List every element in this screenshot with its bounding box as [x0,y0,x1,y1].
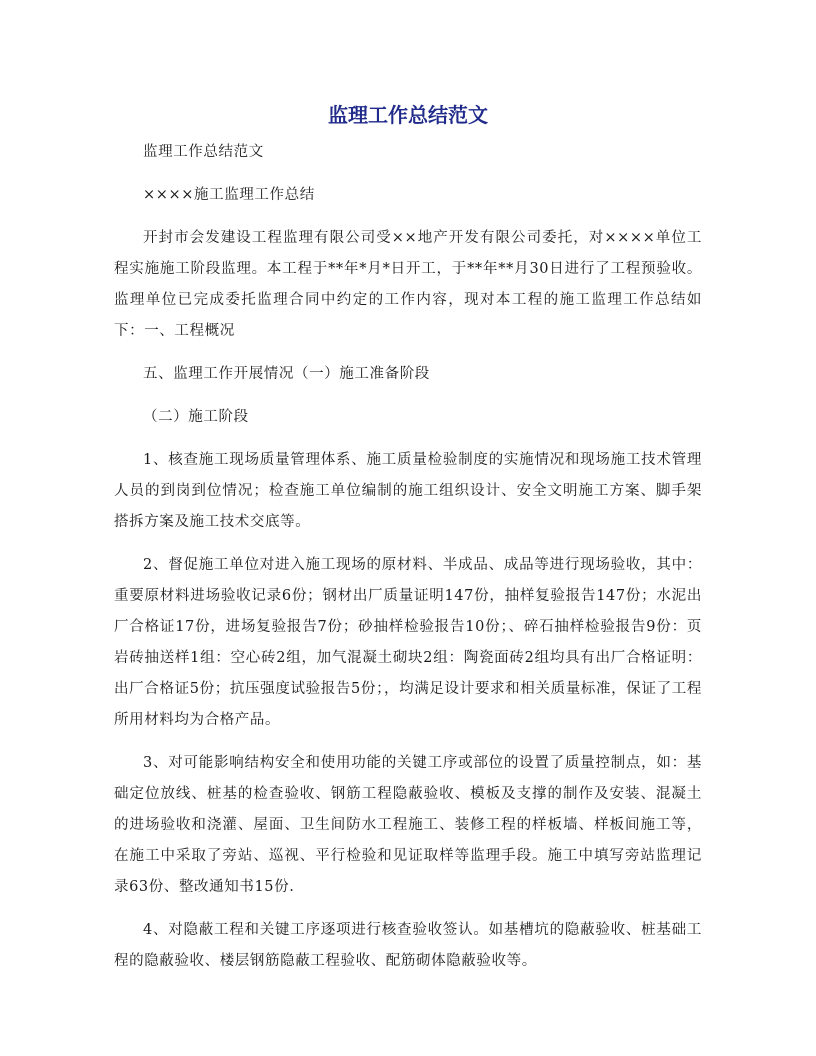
paragraph-construction-stage: （二）施工阶段 [143,409,249,425]
document-body [114,137,702,989]
document-title: 监理工作总结范文 [328,103,488,127]
document-page [114,0,702,1056]
paragraph-subtitle: 监理工作总结范文 [143,144,264,160]
paragraph-item-1: 1、核查施工现场质量管理体系、施工质量检验制度的实施情况和现场施工技术管理人员的到岗到位情况；检查施工单位编制的施工组织设计、安全文明施工方案、脚手架搭拆方案及施工技术交底等。 [114,452,702,530]
paragraph-section-five: 五、监理工作开展情况（一）施工准备阶段 [143,366,430,382]
paragraph-report-heading: ××××施工监理工作总结 [143,187,315,203]
paragraph-item-4: 4、对隐蔽工程和关键工序逐项进行核查验收签认。如基槽坑的隐蔽验收、桩基础工程的隐蔽验收、楼层钢筋隐蔽工程验收、配筋砌体隐蔽验收等。 [114,922,702,969]
paragraph-intro: 开封市会发建设工程监理有限公司受××地产开发有限公司委托，对××××单位工程实施施工阶段监理。本工程于**年*月*日开工，于**年**月30日进行了工程预验收。监理单位已完成委托监理合同中约定的工作内容，现对本工程的施工监理工作总结如下：一、工程概况 [114,230,702,339]
paragraph-item-2: 2、督促施工单位对进入施工现场的原材料、半成品、成品等进行现场验收，其中：重要原材料进场验收记录6份；钢材出厂质量证明147份，抽样复验报告147份；水泥出厂合格证17份，进场复验报告7份；砂抽样检验报告10份；、碎石抽样检验报告9份：页岩砖抽送样1组：空心砖2组，加气混凝土砌块2组：陶瓷面砖2组均具有出厂合格证明：出厂合格证5份；抗压强度试验报告5份；，均满足设计要求和相关质量标准，保证了工程所用材料均为合格产品。 [114,557,702,728]
paragraph-item-3: 3、对可能影响结构安全和使用功能的关键工序或部位的设置了质量控制点，如：基础定位放线、桩基的检查验收、钢筋工程隐蔽验收、模板及支撑的制作及安装、混凝土的进场验收和浇灌、屋面、卫生间防水工程施工、装修工程的样板墙、样板间施工等，在施工中采取了旁站、巡视、平行检验和见证取样等监理手段。施工中填写旁站监理记录63份、整改通知书15份. [114,755,702,895]
